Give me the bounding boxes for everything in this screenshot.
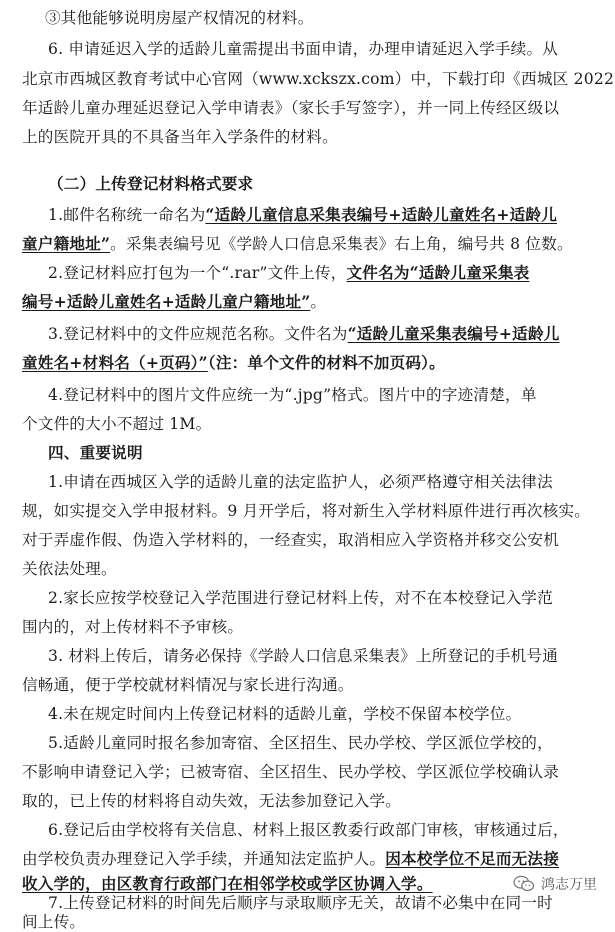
line-important-5b: 不影响申请登记入学；已被寄宿、全区招生、民办学校、学区派位学校确认录 xyxy=(22,763,559,781)
line-important-3b: 信畅通，便于学校就材料情况与家长进行沟通。 xyxy=(22,676,354,694)
line-important-5c: 取的，已上传的材料将自动失效，无法参加登记入学。 xyxy=(22,792,402,810)
line-format-4b: 个文件的大小不超过 1M。 xyxy=(22,415,212,433)
line-important-1d: 关依法处理。 xyxy=(22,560,117,578)
line-important-7a: 7.上传登记材料的时间先后顺序与录取顺序无关，故请不必集中在同一时 xyxy=(48,894,553,912)
underlined-text: 因本校学位不足而无法接 xyxy=(385,849,559,868)
line-important-2a: 2.家长应按学校登记入学范围进行登记材料上传，对不在本校登记入学范 xyxy=(48,589,553,607)
underlined-text: 文件名为“适龄儿童采集表 xyxy=(346,263,530,282)
line-format-3a: 3.登记材料中的文件应规范名称。文件名为“适龄儿童采集表编号+适龄儿 xyxy=(48,324,560,343)
line-format-2a: 2.登记材料应打包为一个“.rar”文件上传，文件名为“适龄儿童采集表 xyxy=(48,263,530,282)
line-important-6a: 6.登记后由学校将有关信息、材料上报区教委行政部门审核，审核通过后， xyxy=(48,821,569,839)
line-important-7b: 间上传。 xyxy=(22,913,86,931)
line-hospital-material: 上的医院开具的不具备当年入学条件的材料。 xyxy=(22,128,338,146)
line-form-name: 年适龄儿童办理延迟登记入学申请表》（家长手写签字），并一同上传经区级以 xyxy=(22,99,560,117)
line-download-site: 北京市西城区教育考试中心官网（www.xckszx.com）中，下载打印《西城区 2022 xyxy=(22,70,615,88)
line-format-1b: 童户籍地址”。采集表编号见《学龄人口信息采集表》右上角，编号共 8 位数。 xyxy=(22,234,573,253)
line-important-2b: 围内的，对上传材料不予审核。 xyxy=(22,618,244,636)
section-heading-important: 四、重要说明 xyxy=(48,443,143,462)
wechat-icon xyxy=(513,875,535,893)
underlined-text: “适龄儿童信息采集表编号+适龄儿童姓名+适龄儿 xyxy=(205,205,557,224)
line-important-5a: 5.适龄儿童同时报名参加寄宿、全区招生、民办学校、学区派位学校的， xyxy=(48,734,553,752)
underlined-text: 童户籍地址” xyxy=(22,234,111,253)
line-important-3a: 3. 材料上传后，请务必保持《学龄人口信息采集表》上所登记的手机号通 xyxy=(48,647,559,665)
line-important-6b: 由学校负责办理登记入学手续，并通知法定监护人。因本校学位不足而无法接 xyxy=(22,849,559,868)
underlined-text: 编号+适龄儿童姓名+适龄儿童户籍地址” xyxy=(22,292,311,311)
underlined-text: 童姓名+材料名（+页码）” xyxy=(22,353,208,372)
line-format-4a: 4.登记材料中的图片文件应统一为“.jpg”格式。图片中的字迹清楚，单 xyxy=(48,386,537,404)
line-application-6: 6. 申请延迟入学的适龄儿童需提出书面申请，办理申请延迟入学手续。从 xyxy=(48,40,559,58)
underlined-text: “适龄儿童采集表编号+适龄儿 xyxy=(347,324,560,343)
line-important-4: 4.未在规定时间内上传登记材料的适龄儿童，学校不保留本校学位。 xyxy=(48,705,522,723)
line-important-1c: 对于弄虚作假、伪造入学材料的，一经查实，取消相应入学资格并移交公安机 xyxy=(22,531,559,549)
section-heading-format: （二）上传登记材料格式要求 xyxy=(48,174,254,193)
line-item-3: ③其他能够说明房屋产权情况的材料。 xyxy=(45,9,314,27)
line-format-2b: 编号+适龄儿童姓名+适龄儿童户籍地址”。 xyxy=(22,292,327,311)
line-format-1a: 1.邮件名称统一命名为“适龄儿童信息采集表编号+适龄儿童姓名+适龄儿 xyxy=(48,205,557,224)
watermark-text: 鸿志万里 xyxy=(541,877,597,893)
line-important-1a: 1.申请在西城区入学的适龄儿童的法定监护人，必须严格遵守相关法律法 xyxy=(48,473,553,491)
watermark xyxy=(513,874,597,894)
underlined-text: 收入学的，由区教育行政部门在相邻学校或学区协调入学。 xyxy=(22,874,433,893)
line-important-1b: 规，如实提交入学申报材料。9 月开学后，将对新生入学材料原件进行再次核实。 xyxy=(22,502,591,520)
line-format-3b: 童姓名+材料名（+页码）”（注：单个文件的材料不加页码）。 xyxy=(22,353,445,372)
